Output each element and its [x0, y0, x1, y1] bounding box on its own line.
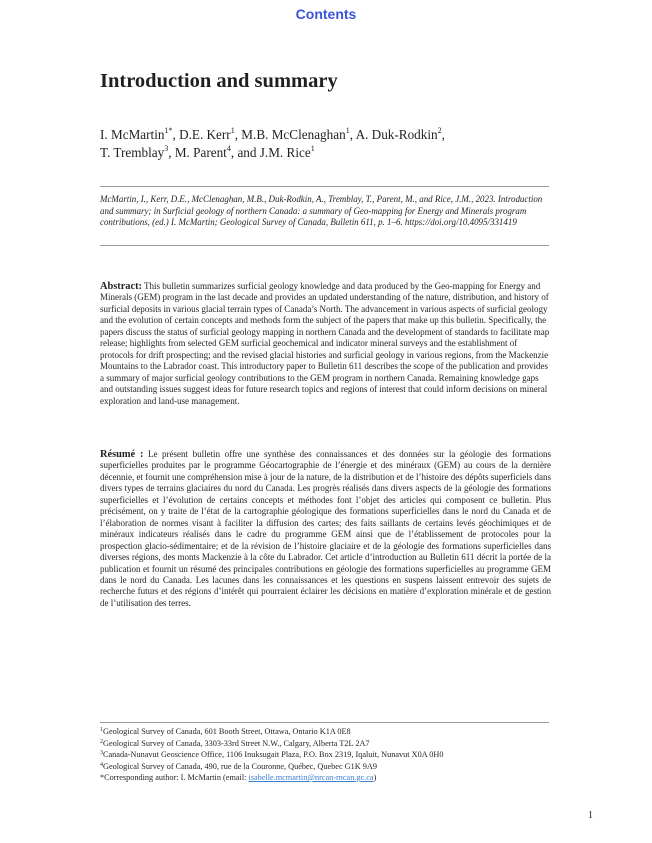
author-separator: , — [234, 127, 242, 142]
footnotes — [100, 726, 551, 784]
footnote-affiliation: $^2$Geological Survey of Canada, 3303-33rd Street N.W., Calgary, Alberta T2L 2A7 — [100, 738, 370, 748]
author-name: I. McMartin — [100, 127, 165, 142]
page-title: Introduction and summary — [100, 70, 338, 92]
author-name: A. Duk-Rodkin — [355, 127, 438, 142]
email-link[interactable]: isabelle.mcmartin@nrcan-rncan.gc.ca — [248, 773, 374, 782]
abstract-text: This bulletin summarizes surficial geology knowledge and data produced by the Geo-mapping for Energy and Minerals (GEM) program in the last decade and provides an updated understanding of the nature, distribution, and history of surficial deposits in various glacial terrain types of Canada’s North. The advancement in various aspects of surficial geology and the evolution of certain concepts and methods form the subject of the papers that make up this bulletin. Specifically, the papers discuss the status of surficial geology mapping in northern Canada and the development of standards to facilitate map release; highlights from selected GEM surficial geochemical and indicator mineral surveys and the establishment of protocols for drift prospecting; and the revised glacial histories and surficial geology in various regions, from the Mackenzie Mountains to the Labrador coast. This introductory paper to Bulletin 611 describes the scope of the publication and provides a summary of major surficial geology contributions to the GEM program in northern Canada. Remaining knowledge gaps and outstanding issues suggest ideas for future research topics and regions of interest that could inform decisions on mineral exploration and land-use management. — [100, 281, 550, 406]
author-name: M.B. McClenaghan — [241, 127, 346, 142]
author-list — [100, 126, 540, 162]
citation-text: McMartin, I., Kerr, D.E., McClenaghan, M.B., Duk-Rodkin, A., Tremblay, T., Parent, M., and Rice, J.M., 2023. Introduction and summary; in Surficial geology of northern Canada: a summary of Geo-mapping for Energy and Minerals program contributions, (ed.) I. McMartin; Geological Survey of Canada, Bulletin 611, p. 1–6. https://doi.org/10.4095/331419 — [100, 194, 543, 228]
footnote-affiliation: $^1$Geological Survey of Canada, 601 Booth Street, Ottawa, Ontario K1A 0E8 — [100, 727, 351, 736]
resume — [100, 449, 551, 609]
footnote-affiliation: $^4$Geological Survey of Canada, 490, rue de la Couronne, Québec, Quebec G1K 9A9 — [100, 761, 377, 771]
corresponding-author: *Corresponding author: I. McMartin (email: isabelle.mcmartin@nrcan-rncan.gc.ca) — [100, 773, 377, 782]
author-name: D.E. Kerr — [179, 127, 231, 142]
author-affiliation-marker: 3 — [164, 144, 169, 153]
author-separator: , — [172, 127, 180, 142]
author-separator: , and — [230, 145, 260, 160]
author-name: T. Tremblay — [100, 145, 165, 160]
author-separator: , — [441, 127, 449, 142]
author-affiliation-marker: 2 — [437, 126, 442, 135]
author-name: J.M. Rice — [259, 145, 311, 160]
resume-text: Le présent bulletin offre une synthèse des connaissances et des données sur la géologie des formations superficielles produites par le programme Géocartographie de l’énergie et des minéraux (GEM) au cours de la dernière décennie, et fournit une compréhension mise à jour de la nature, de la distribution et de l’histoire des dépôts superficiels dans divers types de terrains glaciaires du nord du Canada. Les progrès réalisés dans divers aspects de la géologie des formations superficielles et l’évolution de certains concepts et méthodes font l’objet des articles qui composent ce bulletin. Plus précisément, on y traite de l’état de la cartographie géologique des formations superficielles dans le nord du Canada et de l’élaboration de normes visant à faciliter la diffusion des cartes; des faits saillants de certains levés géochimiques et de minéraux indicateurs réalisés dans le cadre du programme GEM ainsi que de l’établissement de protocoles pour la prospection glacio-sédimentaire; et de la révision de l’histoire glaciaire et de la géologie des formations superficielles dans diverses régions, des monts Mackenzie à la côte du Labrador. Cet article d’introduction au Bulletin 611 décrit la portée de la publication et fournit un résumé des principales contributions en géologie des formations superficielles au programme GEM dans le nord du Canada. Les lacunes dans les connaissances et les questions en suspens laissent entrevoir des sujets de recherche futurs et des régions d’intérêt qui pourraient éclairer les décisions en matière d’exploration minérale et de gestion de l’utilisation des terres. — [100, 449, 552, 608]
citation-top-rule — [100, 186, 549, 187]
author-separator: , — [168, 145, 175, 160]
author-affiliation-marker: 1 — [230, 126, 235, 135]
author-name: M. Parent — [174, 145, 227, 160]
footnote-rule — [100, 722, 549, 723]
footnote-affiliation: $^3$Canada-Nunavut Geoscience Office, 1106 Inuksugait Plaza, P.O. Box 2319, Iqaluit, Nunavut X0A 0H0 — [100, 750, 444, 759]
contents-link[interactable]: Contents — [295, 6, 357, 22]
citation-bottom-rule — [100, 245, 549, 246]
abstract — [100, 281, 551, 407]
author-separator: , — [349, 127, 356, 142]
resume-label: Résumé : — [100, 449, 144, 460]
author-affiliation-marker: 1 — [345, 126, 350, 135]
author-affiliation-marker: 1* — [164, 126, 173, 135]
page-number: 1 — [588, 810, 593, 821]
author-affiliation-marker: 4 — [226, 144, 231, 153]
author-affiliation-marker: 1 — [310, 144, 315, 153]
abstract-label: Abstract: — [100, 281, 142, 292]
